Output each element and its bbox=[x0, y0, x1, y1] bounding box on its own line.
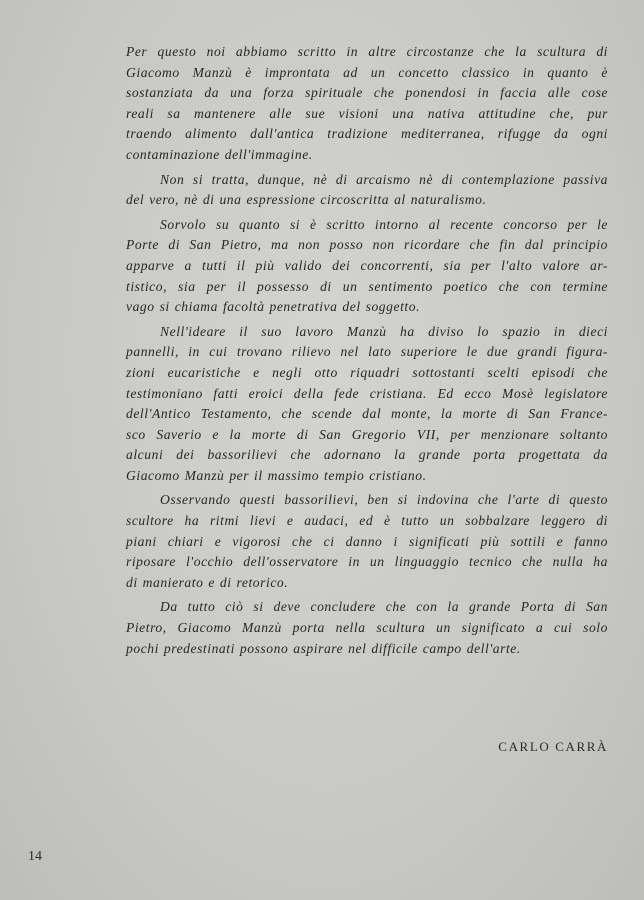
text-line: vago si chiama facoltà penetrativa del soggetto. bbox=[126, 299, 421, 315]
text-line: Nell'ideare il suo lavoro Manzù ha diviso lo spazio in dieci bbox=[160, 323, 608, 339]
text-line: pannelli, in cui trovano rilievo nel lato superiore le due grandi figura- bbox=[126, 344, 608, 360]
text-line: sco Saverio e la morte di San Gregorio VII, per menzionare soltanto bbox=[126, 426, 608, 442]
text-line: pochi predestinati possono aspirare nel difficile campo dell'arte. bbox=[126, 640, 521, 656]
text-line: Da tutto ciò si deve concludere che con la grande Porta di San bbox=[160, 599, 608, 615]
paragraph bbox=[126, 597, 608, 659]
text-line: Sorvolo su quanto si è scritto intorno al recente concorso per le bbox=[160, 216, 608, 232]
paragraph bbox=[126, 322, 608, 487]
text-line: apparve a tutti il più valido dei concorrenti, sia per l'alto valore ar- bbox=[126, 257, 608, 273]
text-line: di manierato e di retorico. bbox=[126, 574, 289, 590]
paragraph bbox=[126, 170, 608, 211]
text-line: contaminazione dell'immagine. bbox=[126, 146, 313, 162]
text-line: Giacomo Manzù per il massimo tempio cristiano. bbox=[126, 467, 427, 483]
text-line: Pietro, Giacomo Manzù porta nella scultura un significato a cui solo bbox=[126, 620, 608, 636]
paragraph bbox=[126, 490, 608, 593]
text-line: piani chiari e vigorosi che ci danno i significati più sottili e fanno bbox=[126, 533, 608, 549]
text-line: testimoniano fatti eroici della fede cristiana. Ed ecco Mosè legislatore bbox=[126, 385, 608, 401]
text-line: traendo alimento dall'antica tradizione mediterranea, rifugge da ogni bbox=[126, 126, 608, 142]
text-line: alcuni dei bassorilievi che adornano la grande porta progettata da bbox=[126, 447, 608, 463]
text-line: scultore ha ritmi lievi e audaci, ed è tutto un sobbalzare leggero di bbox=[126, 513, 608, 529]
page-number: 14 bbox=[28, 849, 42, 864]
text-line: sostanziata da una forza spirituale che ponendosi in faccia alle cose bbox=[126, 85, 608, 101]
text-line: zioni eucaristiche e negli otto riquadri sottostanti scelti episodi che bbox=[126, 364, 608, 380]
text-line: Porte di San Pietro, ma non posso non ricordare che fin dal principio bbox=[126, 237, 608, 253]
paragraph bbox=[126, 42, 608, 166]
text-line: Osservando questi bassorilievi, ben si indovina che l'arte di questo bbox=[160, 492, 608, 508]
paragraph bbox=[126, 215, 608, 318]
body-text bbox=[126, 42, 608, 659]
text-line: Giacomo Manzù è improntata ad un concetto classico in quanto è bbox=[126, 64, 608, 80]
author-signature: CARLO CARRÀ bbox=[498, 739, 608, 754]
text-line: riposare l'occhio dell'osservatore in un linguaggio tecnico che nulla ha bbox=[126, 554, 608, 570]
text-line: tistico, sia per il possesso di un sentimento poetico che con termine bbox=[126, 278, 608, 294]
text-line: Non si tratta, dunque, nè di arcaismo nè di contemplazione passiva bbox=[160, 171, 608, 187]
text-line: reali sa mantenere alle sue visioni una nativa attitudine che, pur bbox=[126, 105, 608, 121]
text-line: del vero, nè di una espressione circoscritta al naturalismo. bbox=[126, 192, 487, 208]
text-line: Per questo noi abbiamo scritto in altre circostanze che la scultura di bbox=[126, 44, 608, 59]
text-line: dell'Antico Testamento, che scende dal monte, la morte di San France- bbox=[126, 406, 608, 422]
